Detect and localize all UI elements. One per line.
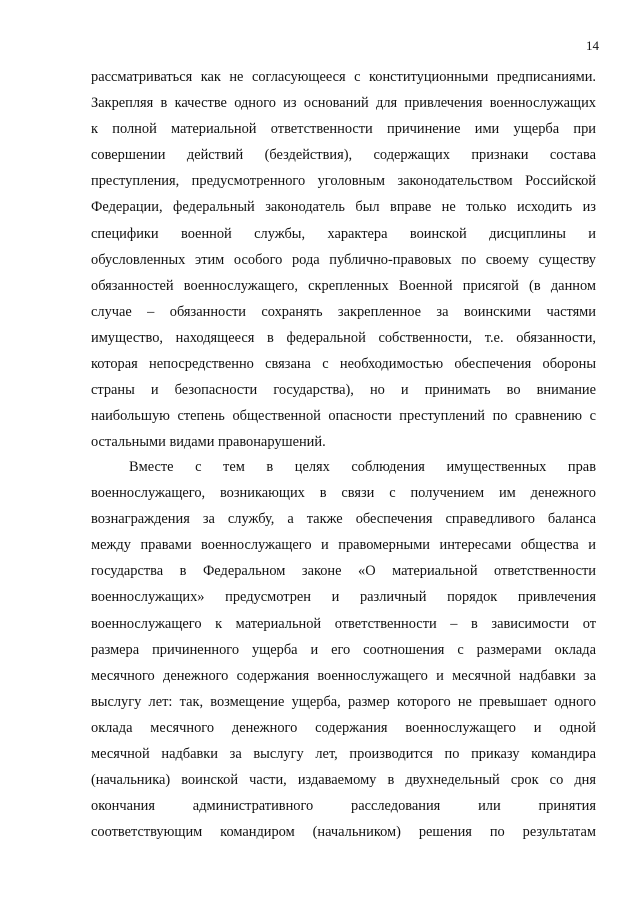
- text-line: Федерации, федеральный законодатель был вправе не только исходить из: [91, 199, 596, 216]
- text-line: Вместе с тем в целях соблюдения имущественных прав: [129, 459, 596, 475]
- text-line: совершении действий (бездействия), содержащих признаки состава: [91, 147, 596, 164]
- text-line: выслугу лет: так, возмещение ущерба, размер которого не превышает одного: [91, 693, 596, 710]
- text-line: соответствующим командиром (начальником) решения по результатам: [91, 824, 596, 841]
- text-line: государства в Федеральном законе «О материальной ответственности: [91, 563, 596, 580]
- text-line: месячной надбавки за выслугу лет, производится по приказу командира: [91, 746, 596, 763]
- text-line: случае – обязанности сохранять закрепленное за воинскими частями: [91, 303, 596, 320]
- text-line: наибольшую степень общественной опасности преступлений по сравнению с: [91, 408, 596, 425]
- text-line: вознаграждения за службу, а также обеспечения справедливого баланса: [91, 511, 596, 528]
- page-number: 14: [586, 38, 599, 53]
- text-line: обязанностей военнослужащего, скрепленных Военной присягой (в данном: [91, 277, 596, 294]
- text-line: оклада месячного денежного содержания военнослужащего и одной: [91, 719, 596, 736]
- text-line: военнослужащего к материальной ответственности – в зависимости от: [91, 615, 596, 632]
- text-line: размера причиненного ущерба и его соотношения с размерами оклада: [91, 641, 596, 658]
- text-line: военнослужащего, возникающих в связи с получением им денежного: [91, 485, 596, 502]
- text-line: страны и безопасности государства), но и принимать во внимание: [91, 382, 596, 399]
- paragraph-1: [91, 64, 596, 455]
- text-line: которая непосредственно связана с необходимостью обеспечения обороны: [91, 356, 596, 373]
- text-line: месячного денежного содержания военнослужащего и месячной надбавки за: [91, 667, 596, 684]
- text-line: рассматриваться как не согласующееся с конституционными предписаниями.: [91, 69, 596, 85]
- text-line: военнослужащих» предусмотрен и различный порядок привлечения: [91, 589, 596, 606]
- text-line: к полной материальной ответственности причинение ими ущерба при: [91, 121, 596, 138]
- text-line: окончания административного расследования или принятия: [91, 798, 596, 815]
- text-line: имущество, находящееся в федеральной собственности, т.е. обязанности,: [91, 329, 596, 346]
- text-line: остальными видами правонарушений.: [91, 434, 326, 451]
- text-line: Закрепляя в качестве одного из оснований для привлечения военнослужащих: [91, 95, 596, 112]
- text-line: (начальника) воинской части, издаваемому в двухнедельный срок со дня: [91, 772, 596, 789]
- text-line: преступления, предусмотренного уголовным законодательством Российской: [91, 173, 596, 190]
- text-line: между правами военнослужащего и правомерными интересами общества и: [91, 537, 596, 554]
- paragraph-2: [91, 454, 596, 845]
- text-line: специфики военной службы, характера воинской дисциплины и: [91, 225, 596, 242]
- text-line: обусловленных этим особого рода публично-правовых по своему существу: [91, 251, 596, 268]
